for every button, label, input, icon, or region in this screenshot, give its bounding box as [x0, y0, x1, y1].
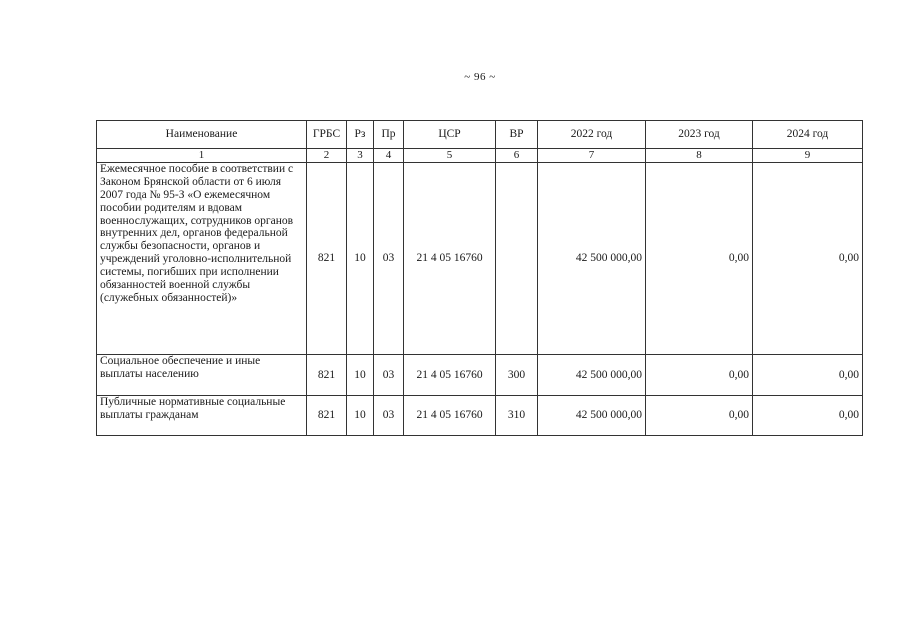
row-vr: 310 [496, 396, 538, 436]
row-pr: 03 [374, 355, 404, 396]
column-number: 5 [404, 149, 496, 163]
row-grbs: 821 [307, 396, 347, 436]
row-csr: 21 4 05 16760 [404, 355, 496, 396]
column-number-row [97, 149, 863, 163]
column-number: 2 [307, 149, 347, 163]
row-vr: 300 [496, 355, 538, 396]
table-row [97, 163, 863, 355]
row-rz: 10 [347, 396, 374, 436]
row-rz: 10 [347, 355, 374, 396]
column-number: 7 [538, 149, 646, 163]
row-amount-2023: 0,00 [646, 163, 753, 355]
column-number: 6 [496, 149, 538, 163]
row-grbs: 821 [307, 163, 347, 355]
row-pr: 03 [374, 396, 404, 436]
row-csr: 21 4 05 16760 [404, 163, 496, 355]
row-amount-2024: 0,00 [753, 396, 863, 436]
table-row [97, 355, 863, 396]
row-amount-2023: 0,00 [646, 355, 753, 396]
header-cell: Пр [374, 121, 404, 149]
row-rz: 10 [347, 163, 374, 355]
column-number: 4 [374, 149, 404, 163]
header-cell: 2024 год [753, 121, 863, 149]
page-number: ~ 96 ~ [464, 71, 496, 83]
row-name: Ежемесячное пособие в соответствии с Законом Брянской области от 6 июля 2007 года № 95-З «О ежемесячном пособии родителям и вдовам военнослужащих, сотрудников органов внутренних дел, органов федеральной службы безопасности, органов и учреждений уголовно-исполнительной системы, погибших при исполнении обязанностей военной службы (служебных обязанностей)» [97, 163, 307, 355]
row-name: Публичные нормативные социальные выплаты гражданам [97, 396, 307, 436]
column-number: 3 [347, 149, 374, 163]
row-pr: 03 [374, 163, 404, 355]
header-cell: 2023 год [646, 121, 753, 149]
table-row [97, 396, 863, 436]
header-cell: Наименование [97, 121, 307, 149]
header-cell: Рз [347, 121, 374, 149]
row-amount-2022: 42 500 000,00 [538, 396, 646, 436]
header-cell: ЦСР [404, 121, 496, 149]
row-amount-2024: 0,00 [753, 163, 863, 355]
column-number: 9 [753, 149, 863, 163]
row-amount-2022: 42 500 000,00 [538, 163, 646, 355]
header-cell: ГРБС [307, 121, 347, 149]
table-header-row [97, 121, 863, 149]
row-name: Социальное обеспечение и иные выплаты населению [97, 355, 307, 396]
row-amount-2022: 42 500 000,00 [538, 355, 646, 396]
column-number: 8 [646, 149, 753, 163]
row-amount-2023: 0,00 [646, 396, 753, 436]
header-cell: 2022 год [538, 121, 646, 149]
budget-table [96, 120, 863, 436]
row-vr [496, 163, 538, 355]
column-number: 1 [97, 149, 307, 163]
row-csr: 21 4 05 16760 [404, 396, 496, 436]
row-grbs: 821 [307, 355, 347, 396]
header-cell: ВР [496, 121, 538, 149]
row-amount-2024: 0,00 [753, 355, 863, 396]
